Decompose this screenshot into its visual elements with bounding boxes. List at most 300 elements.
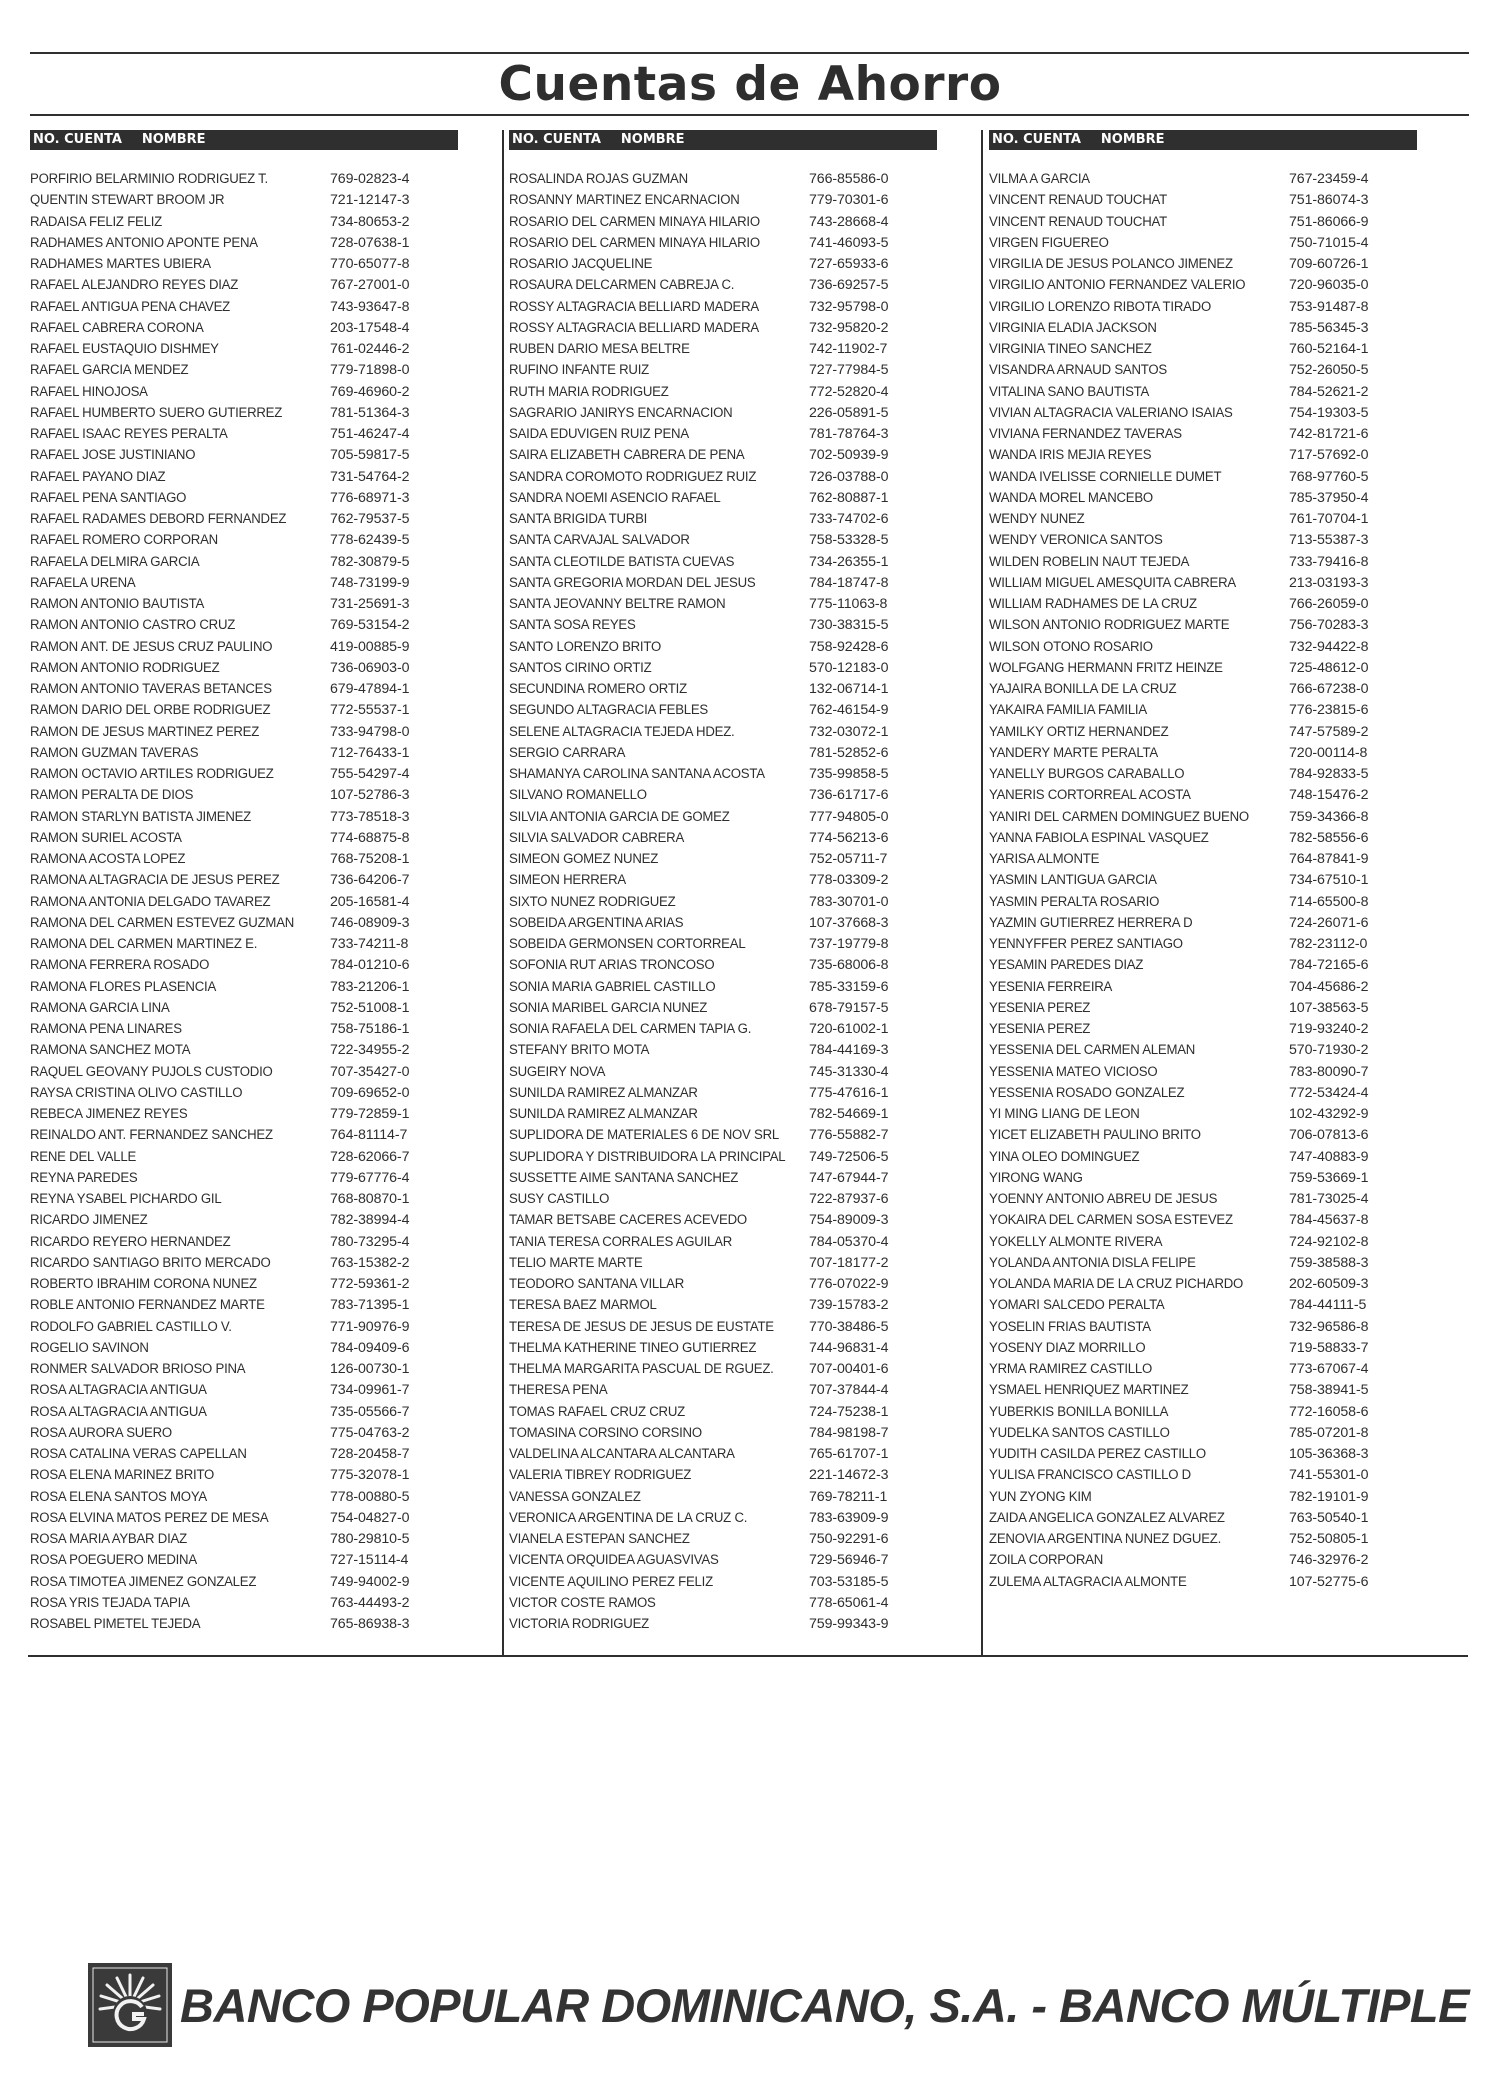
account-number: 126-00730-1 bbox=[330, 1361, 410, 1377]
account-holder-name: YASMIN PERALTA ROSARIO bbox=[989, 893, 1160, 910]
account-holder-name: WILSON ANTONIO RODRIGUEZ MARTE bbox=[989, 617, 1230, 634]
account-number: 719-58833-7 bbox=[1289, 1339, 1369, 1356]
column-header bbox=[509, 130, 937, 150]
list-item bbox=[30, 1338, 458, 1359]
account-holder-name: ROSARIO JACQUELINE bbox=[509, 256, 653, 272]
list-item bbox=[30, 360, 458, 381]
list-item bbox=[30, 722, 458, 743]
account-number: 736-64206-7 bbox=[330, 872, 410, 889]
account-holder-name: YICET ELIZABETH PAULINO BRITO bbox=[989, 1127, 1201, 1144]
list-item bbox=[509, 679, 937, 700]
column-header bbox=[30, 130, 458, 150]
account-number: 766-85586-0 bbox=[809, 171, 889, 187]
list-item bbox=[30, 913, 458, 934]
account-number: 724-92102-8 bbox=[1289, 1233, 1369, 1250]
account-holder-name: WANDA IVELISSE CORNIELLE DUMET bbox=[989, 468, 1222, 485]
account-holder-name: VINCENT RENAUD TOUCHAT bbox=[989, 213, 1167, 230]
account-holder-name: ROBLE ANTONIO FERNANDEZ MARTE bbox=[30, 1297, 265, 1314]
list-item bbox=[30, 1487, 458, 1508]
account-holder-name: ROSARIO DEL CARMEN MINAYA HILARIO bbox=[509, 234, 760, 251]
account-holder-name: ROSA ALTAGRACIA ANTIGUA bbox=[30, 1403, 207, 1420]
list-item bbox=[30, 233, 458, 254]
account-holder-name: ROSA TIMOTEA JIMENEZ GONZALEZ bbox=[30, 1573, 257, 1590]
list-item bbox=[30, 424, 458, 445]
account-holder-name: RAQUEL GEOVANY PUJOLS CUSTODIO bbox=[30, 1063, 273, 1080]
account-number: 784-45637-8 bbox=[1289, 1212, 1369, 1229]
account-number: 784-92833-5 bbox=[1289, 766, 1369, 782]
bank-name: BANCO POPULAR DOMINICANO, S.A. - BANCO MÚLTIPLE bbox=[180, 1978, 1469, 2032]
list-item bbox=[509, 870, 937, 891]
account-holder-name: YAJAIRA BONILLA DE LA CRUZ bbox=[989, 681, 1177, 697]
account-holder-name: ROSA ALTAGRACIA ANTIGUA bbox=[30, 1382, 207, 1399]
list-item bbox=[989, 339, 1417, 360]
account-holder-name: ROSA AURORA SUERO bbox=[30, 1424, 172, 1441]
account-holder-name: YESENIA PEREZ bbox=[989, 999, 1091, 1016]
account-number: 769-53154-2 bbox=[330, 617, 410, 634]
list-item bbox=[989, 1168, 1417, 1189]
list-item bbox=[509, 212, 937, 233]
account-holder-name: ROSSY ALTAGRACIA BELLIARD MADERA bbox=[509, 319, 759, 336]
account-holder-name: SUGEIRY NOVA bbox=[509, 1063, 606, 1080]
list-item bbox=[989, 1189, 1417, 1210]
list-item bbox=[509, 807, 937, 828]
account-holder-name: YOSELIN FRIAS BAUTISTA bbox=[989, 1318, 1151, 1335]
account-number: 781-52852-6 bbox=[809, 744, 889, 761]
account-number: 736-61717-6 bbox=[809, 787, 889, 804]
account-number: 734-09961-7 bbox=[330, 1382, 410, 1399]
account-number: 780-73295-4 bbox=[330, 1233, 410, 1250]
account-number: 741-46093-5 bbox=[809, 234, 889, 251]
account-holder-name: VIRGILIO LORENZO RIBOTA TIRADO bbox=[989, 298, 1212, 315]
account-holder-name: TAMAR BETSABE CACERES ACEVEDO bbox=[509, 1212, 747, 1229]
account-holder-name: RUTH MARIA RODRIGUEZ bbox=[509, 383, 669, 400]
list-item bbox=[509, 1359, 937, 1380]
account-number: 419-00885-9 bbox=[330, 638, 410, 655]
list-item bbox=[30, 637, 458, 658]
account-holder-name: VIRGILIO ANTONIO FERNANDEZ VALERIO bbox=[989, 277, 1246, 294]
account-holder-name: RAMONA FERRERA ROSADO bbox=[30, 957, 210, 974]
account-number: 764-87841-9 bbox=[1289, 851, 1369, 867]
account-number: 772-53424-4 bbox=[1289, 1084, 1369, 1101]
account-holder-name: REYNA PAREDES bbox=[30, 1169, 138, 1186]
account-holder-name: YI MING LIANG DE LEON bbox=[989, 1106, 1140, 1122]
account-number: 776-23815-6 bbox=[1289, 702, 1369, 719]
account-holder-name: RAFAELA DELMIRA GARCIA bbox=[30, 553, 200, 570]
account-number: 782-38994-4 bbox=[330, 1212, 410, 1229]
list-item bbox=[989, 233, 1417, 254]
account-holder-name: RAFAEL GARCIA MENDEZ bbox=[30, 362, 189, 379]
account-number: 771-90976-9 bbox=[330, 1318, 410, 1335]
list-item bbox=[989, 275, 1417, 296]
account-number: 755-54297-4 bbox=[330, 766, 410, 782]
account-number: 772-59361-2 bbox=[330, 1276, 410, 1292]
list-item bbox=[509, 318, 937, 339]
list-item bbox=[989, 1444, 1417, 1465]
account-number: 714-65500-8 bbox=[1289, 893, 1369, 910]
account-number: 760-52164-1 bbox=[1289, 341, 1369, 357]
account-number: 724-26071-6 bbox=[1289, 914, 1369, 931]
account-number: 703-53185-5 bbox=[809, 1573, 889, 1590]
list-item bbox=[989, 169, 1417, 190]
account-number: 707-18177-2 bbox=[809, 1254, 889, 1271]
list-item bbox=[989, 977, 1417, 998]
list-item bbox=[30, 1550, 458, 1571]
account-number: 102-43292-9 bbox=[1289, 1106, 1369, 1122]
list-item bbox=[30, 190, 458, 211]
account-number: 778-03309-2 bbox=[809, 872, 889, 889]
account-holder-name: REINALDO ANT. FERNANDEZ SANCHEZ bbox=[30, 1127, 273, 1144]
account-number: 728-62066-7 bbox=[330, 1148, 410, 1165]
column-divider bbox=[981, 130, 983, 1656]
account-holder-name: SHAMANYA CAROLINA SANTANA ACOSTA bbox=[509, 766, 765, 782]
account-number: 776-07022-9 bbox=[809, 1276, 889, 1292]
header-no-cuenta: NO. CUENTA bbox=[512, 132, 601, 147]
account-holder-name: SUSY CASTILLO bbox=[509, 1191, 610, 1207]
account-holder-name: SIMEON HERRERA bbox=[509, 872, 626, 889]
list-item bbox=[509, 700, 937, 721]
account-number: 748-15476-2 bbox=[1289, 787, 1369, 804]
list-item bbox=[509, 573, 937, 594]
account-holder-name: SONIA MARIA GABRIEL CASTILLO bbox=[509, 978, 716, 995]
list-item bbox=[509, 1338, 937, 1359]
list-item bbox=[509, 1444, 937, 1465]
list-item bbox=[989, 934, 1417, 955]
account-holder-name: SUPLIDORA Y DISTRIBUIDORA LA PRINCIPAL bbox=[509, 1148, 786, 1165]
account-number: 783-80090-7 bbox=[1289, 1063, 1369, 1080]
list-item bbox=[989, 254, 1417, 275]
account-number: 774-56213-6 bbox=[809, 829, 889, 846]
account-holder-name: SECUNDINA ROMERO ORTIZ bbox=[509, 681, 687, 697]
account-holder-name: STEFANY BRITO MOTA bbox=[509, 1042, 650, 1059]
account-number: 775-11063-8 bbox=[809, 596, 888, 612]
account-holder-name: YOMARI SALCEDO PERALTA bbox=[989, 1297, 1165, 1314]
account-number: 735-05566-7 bbox=[330, 1403, 410, 1420]
account-number: 758-38941-5 bbox=[1289, 1382, 1369, 1399]
account-number: 783-71395-1 bbox=[330, 1297, 410, 1314]
account-number: 722-34955-2 bbox=[330, 1042, 410, 1059]
account-number: 731-54764-2 bbox=[330, 468, 410, 485]
account-holder-name: YOKAIRA DEL CARMEN SOSA ESTEVEZ bbox=[989, 1212, 1233, 1229]
account-holder-name: REYNA YSABEL PICHARDO GIL bbox=[30, 1191, 222, 1207]
list-item bbox=[30, 658, 458, 679]
account-holder-name: THELMA KATHERINE TINEO GUTIERREZ bbox=[509, 1339, 757, 1356]
account-column-1 bbox=[30, 130, 458, 1635]
account-holder-name: RAMONA GARCIA LINA bbox=[30, 999, 170, 1016]
account-holder-name: YOKELLY ALMONTE RIVERA bbox=[989, 1233, 1163, 1250]
list-item bbox=[989, 424, 1417, 445]
account-number: 749-94002-9 bbox=[330, 1573, 410, 1590]
list-item bbox=[509, 1253, 937, 1274]
list-item bbox=[509, 1572, 937, 1593]
list-item bbox=[509, 1593, 937, 1614]
account-list bbox=[30, 169, 458, 1635]
list-item bbox=[509, 934, 937, 955]
list-item bbox=[30, 700, 458, 721]
list-item bbox=[30, 594, 458, 615]
account-holder-name: RAMONA ALTAGRACIA DE JESUS PEREZ bbox=[30, 872, 280, 889]
account-number: 785-33159-6 bbox=[809, 978, 889, 995]
account-holder-name: RAMON GUZMAN TAVERAS bbox=[30, 744, 199, 761]
account-number: 107-37668-3 bbox=[809, 914, 889, 931]
account-number: 749-72506-5 bbox=[809, 1148, 889, 1165]
list-item bbox=[509, 1550, 937, 1571]
account-holder-name: THERESA PENA bbox=[509, 1382, 608, 1399]
account-number: 732-95798-0 bbox=[809, 298, 889, 315]
list-item bbox=[30, 530, 458, 551]
account-number: 707-35427-0 bbox=[330, 1063, 410, 1080]
account-holder-name: TEODORO SANTANA VILLAR bbox=[509, 1276, 685, 1292]
account-holder-name: VICTOR COSTE RAMOS bbox=[509, 1594, 656, 1611]
list-item bbox=[509, 1019, 937, 1040]
account-number: 764-81114-7 bbox=[330, 1127, 408, 1144]
account-number: 769-02823-4 bbox=[330, 171, 410, 187]
account-number: 707-00401-6 bbox=[809, 1361, 889, 1377]
list-item bbox=[989, 849, 1417, 870]
list-item bbox=[509, 913, 937, 934]
list-item bbox=[989, 1040, 1417, 1061]
account-holder-name: WILLIAM RADHAMES DE LA CRUZ bbox=[989, 596, 1197, 612]
account-number: 752-26050-5 bbox=[1289, 362, 1369, 379]
list-item bbox=[30, 1529, 458, 1550]
account-holder-name: RAMONA DEL CARMEN MARTINEZ E. bbox=[30, 936, 258, 952]
account-holder-name: SUSSETTE AIME SANTANA SANCHEZ bbox=[509, 1169, 739, 1186]
list-item bbox=[989, 1232, 1417, 1253]
account-column-3 bbox=[989, 130, 1417, 1593]
account-holder-name: YANIRI DEL CARMEN DOMINGUEZ BUENO bbox=[989, 808, 1249, 825]
account-holder-name: SANTA BRIGIDA TURBI bbox=[509, 511, 648, 527]
account-holder-name: TOMAS RAFAEL CRUZ CRUZ bbox=[509, 1403, 685, 1420]
list-item bbox=[30, 743, 458, 764]
account-holder-name: ZULEMA ALTAGRACIA ALMONTE bbox=[989, 1573, 1187, 1590]
list-item bbox=[30, 403, 458, 424]
account-number: 766-67238-0 bbox=[1289, 681, 1369, 697]
account-holder-name: ROSA MARIA AYBAR DIAZ bbox=[30, 1531, 187, 1547]
account-holder-name: VIRGINIA TINEO SANCHEZ bbox=[989, 341, 1152, 357]
account-holder-name: YENNYFFER PEREZ SANTIAGO bbox=[989, 936, 1183, 952]
list-item bbox=[30, 807, 458, 828]
account-holder-name: RAMONA ANTONIA DELGADO TAVAREZ bbox=[30, 893, 271, 910]
list-item bbox=[30, 1423, 458, 1444]
account-holder-name: YAKAIRA FAMILIA FAMILIA bbox=[989, 702, 1147, 719]
list-item bbox=[30, 254, 458, 275]
list-item bbox=[30, 785, 458, 806]
account-holder-name: YUDITH CASILDA PEREZ CASTILLO bbox=[989, 1446, 1206, 1462]
list-item bbox=[989, 1210, 1417, 1231]
account-holder-name: ROSAURA DELCARMEN CABREJA C. bbox=[509, 277, 735, 294]
account-holder-name: WILLIAM MIGUEL AMESQUITA CABRERA bbox=[989, 574, 1236, 591]
account-number: 773-67067-4 bbox=[1289, 1361, 1369, 1377]
list-item bbox=[989, 1147, 1417, 1168]
account-number: 732-95820-2 bbox=[809, 319, 889, 336]
account-number: 721-12147-3 bbox=[330, 192, 410, 209]
account-holder-name: REBECA JIMENEZ REYES bbox=[30, 1106, 188, 1122]
account-holder-name: SUNILDA RAMIREZ ALMANZAR bbox=[509, 1084, 698, 1101]
account-number: 752-50805-1 bbox=[1289, 1531, 1369, 1547]
list-item bbox=[30, 382, 458, 403]
account-holder-name: VIVIAN ALTAGRACIA VALERIANO ISAIAS bbox=[989, 404, 1233, 421]
list-item bbox=[989, 467, 1417, 488]
account-holder-name: YUBERKIS BONILLA BONILLA bbox=[989, 1403, 1169, 1420]
list-item bbox=[30, 445, 458, 466]
account-number: 747-40883-9 bbox=[1289, 1148, 1369, 1165]
account-holder-name: SILVANO ROMANELLO bbox=[509, 787, 647, 804]
account-holder-name: TERESA BAEZ MARMOL bbox=[509, 1297, 657, 1314]
list-item bbox=[30, 1232, 458, 1253]
list-item bbox=[509, 530, 937, 551]
list-item bbox=[989, 1104, 1417, 1125]
header-nombre: NOMBRE bbox=[1100, 132, 1165, 147]
account-holder-name: QUENTIN STEWART BROOM JR bbox=[30, 192, 225, 209]
account-holder-name: ROBERTO IBRAHIM CORONA NUNEZ bbox=[30, 1276, 257, 1292]
account-holder-name: WILDEN ROBELIN NAUT TEJEDA bbox=[989, 553, 1190, 570]
account-number: 719-93240-2 bbox=[1289, 1021, 1369, 1037]
account-number: 785-56345-3 bbox=[1289, 319, 1369, 336]
account-holder-name: VIVIANA FERNANDEZ TAVERAS bbox=[989, 426, 1182, 442]
account-number: 729-56946-7 bbox=[809, 1552, 889, 1569]
list-item bbox=[989, 360, 1417, 381]
account-holder-name: SEGUNDO ALTAGRACIA FEBLES bbox=[509, 702, 709, 719]
list-item bbox=[30, 339, 458, 360]
account-holder-name: YUDELKA SANTOS CASTILLO bbox=[989, 1424, 1170, 1441]
list-item bbox=[30, 1614, 458, 1635]
list-item bbox=[509, 998, 937, 1019]
list-item bbox=[509, 1402, 937, 1423]
column-header bbox=[989, 130, 1417, 150]
account-number: 709-60726-1 bbox=[1289, 256, 1369, 272]
list-item bbox=[30, 1019, 458, 1040]
account-number: 724-75238-1 bbox=[809, 1403, 889, 1420]
list-item bbox=[989, 1317, 1417, 1338]
account-holder-name: RICARDO SANTIAGO BRITO MERCADO bbox=[30, 1254, 271, 1271]
list-item bbox=[509, 488, 937, 509]
account-number: 742-81721-6 bbox=[1289, 426, 1369, 442]
account-holder-name: TELIO MARTE MARTE bbox=[509, 1254, 643, 1271]
account-number: 778-65061-4 bbox=[809, 1594, 889, 1611]
account-holder-name: YESAMIN PAREDES DIAZ bbox=[989, 957, 1144, 974]
account-number: 734-26355-1 bbox=[809, 553, 889, 570]
account-holder-name: RAFAEL CABRERA CORONA bbox=[30, 319, 204, 336]
account-holder-name: YANERIS CORTORREAL ACOSTA bbox=[989, 787, 1191, 804]
account-holder-name: YINA OLEO DOMINGUEZ bbox=[989, 1148, 1140, 1165]
account-number: 781-51364-3 bbox=[330, 404, 410, 421]
list-item bbox=[989, 1572, 1417, 1593]
account-holder-name: RAFAEL RADAMES DEBORD FERNANDEZ bbox=[30, 511, 287, 527]
account-holder-name: RAFAEL EUSTAQUIO DISHMEY bbox=[30, 341, 219, 357]
account-holder-name: YULISA FRANCISCO CASTILLO D bbox=[989, 1467, 1191, 1484]
account-holder-name: TERESA DE JESUS DE JESUS DE EUSTATE bbox=[509, 1318, 774, 1335]
list-item bbox=[30, 467, 458, 488]
list-item bbox=[30, 212, 458, 233]
list-item bbox=[989, 445, 1417, 466]
account-number: 713-55387-3 bbox=[1289, 532, 1369, 549]
list-item bbox=[30, 297, 458, 318]
account-number: 768-75208-1 bbox=[330, 851, 410, 867]
account-holder-name: SOBEIDA GERMONSEN CORTORREAL bbox=[509, 936, 746, 952]
list-item bbox=[989, 998, 1417, 1019]
account-number: 778-00880-5 bbox=[330, 1488, 410, 1505]
logo-graphic bbox=[88, 1963, 172, 2047]
list-item bbox=[509, 743, 937, 764]
account-number: 754-19303-5 bbox=[1289, 404, 1369, 421]
account-number: 746-32976-2 bbox=[1289, 1552, 1369, 1569]
account-number: 205-16581-4 bbox=[330, 893, 410, 910]
header-nombre: NOMBRE bbox=[141, 132, 206, 147]
account-holder-name: YESSENIA ROSADO GONZALEZ bbox=[989, 1084, 1185, 1101]
account-holder-name: YOENNY ANTONIO ABREU DE JESUS bbox=[989, 1191, 1218, 1207]
account-holder-name: RAFAEL ROMERO CORPORAN bbox=[30, 532, 218, 549]
account-number: 726-03788-0 bbox=[809, 468, 889, 485]
account-number: 759-34366-8 bbox=[1289, 808, 1369, 825]
account-holder-name: SANTA SOSA REYES bbox=[509, 617, 636, 634]
account-holder-name: YANELLY BURGOS CARABALLO bbox=[989, 766, 1185, 782]
list-item bbox=[509, 1274, 937, 1295]
account-number: 751-46247-4 bbox=[330, 426, 410, 442]
list-item bbox=[989, 403, 1417, 424]
list-item bbox=[30, 552, 458, 573]
list-item bbox=[30, 828, 458, 849]
account-holder-name: SANTO LORENZO BRITO bbox=[509, 638, 661, 655]
account-holder-name: ROSA ELVINA MATOS PEREZ DE MESA bbox=[30, 1509, 269, 1526]
account-number: 107-38563-5 bbox=[1289, 999, 1369, 1016]
account-number: 769-46960-2 bbox=[330, 383, 410, 400]
list-item bbox=[509, 785, 937, 806]
account-number: 735-68006-8 bbox=[809, 957, 889, 974]
account-number: 778-62439-5 bbox=[330, 532, 410, 549]
list-item bbox=[989, 1295, 1417, 1316]
account-holder-name: RAMON PERALTA DE DIOS bbox=[30, 787, 194, 804]
list-item bbox=[989, 722, 1417, 743]
account-number: 777-94805-0 bbox=[809, 808, 889, 825]
list-item bbox=[509, 1487, 937, 1508]
list-item bbox=[30, 1402, 458, 1423]
account-list bbox=[509, 169, 937, 1635]
account-holder-name: RAMON DARIO DEL ORBE RODRIGUEZ bbox=[30, 702, 271, 719]
account-number: 780-29810-5 bbox=[330, 1531, 410, 1547]
account-holder-name: RAMON ANTONIO TAVERAS BETANCES bbox=[30, 681, 272, 697]
list-item bbox=[30, 1295, 458, 1316]
list-item bbox=[30, 892, 458, 913]
account-holder-name: VINCENT RENAUD TOUCHAT bbox=[989, 192, 1167, 209]
list-item bbox=[509, 1295, 937, 1316]
account-number: 732-96586-8 bbox=[1289, 1318, 1369, 1335]
list-item bbox=[989, 382, 1417, 403]
list-item bbox=[509, 615, 937, 636]
account-number: 784-01210-6 bbox=[330, 957, 410, 974]
account-number: 758-75186-1 bbox=[330, 1021, 410, 1037]
list-item bbox=[509, 424, 937, 445]
account-holder-name: WENDY VERONICA SANTOS bbox=[989, 532, 1163, 549]
account-number: 783-21206-1 bbox=[330, 978, 410, 995]
account-number: 772-55537-1 bbox=[330, 702, 410, 719]
list-item bbox=[989, 1019, 1417, 1040]
account-number: 745-31330-4 bbox=[809, 1063, 889, 1080]
list-item bbox=[509, 190, 937, 211]
account-number: 733-79416-8 bbox=[1289, 553, 1369, 570]
list-item bbox=[989, 785, 1417, 806]
account-holder-name: YESSENIA DEL CARMEN ALEMAN bbox=[989, 1042, 1196, 1059]
account-holder-name: SANDRA COROMOTO RODRIGUEZ RUIZ bbox=[509, 468, 757, 485]
account-holder-name: SONIA RAFAELA DEL CARMEN TAPIA G. bbox=[509, 1021, 752, 1037]
account-number: 717-57692-0 bbox=[1289, 447, 1369, 464]
account-number: 782-54669-1 bbox=[809, 1106, 889, 1122]
account-number: 707-37844-4 bbox=[809, 1382, 889, 1399]
account-holder-name: RAMON STARLYN BATISTA JIMENEZ bbox=[30, 808, 252, 825]
account-holder-name: RAMON ANT. DE JESUS CRUZ PAULINO bbox=[30, 638, 273, 655]
list-item bbox=[30, 1508, 458, 1529]
account-holder-name: RAFAEL HUMBERTO SUERO GUTIERREZ bbox=[30, 404, 283, 421]
account-holder-name: SAGRARIO JANIRYS ENCARNACION bbox=[509, 404, 733, 421]
list-item bbox=[989, 658, 1417, 679]
